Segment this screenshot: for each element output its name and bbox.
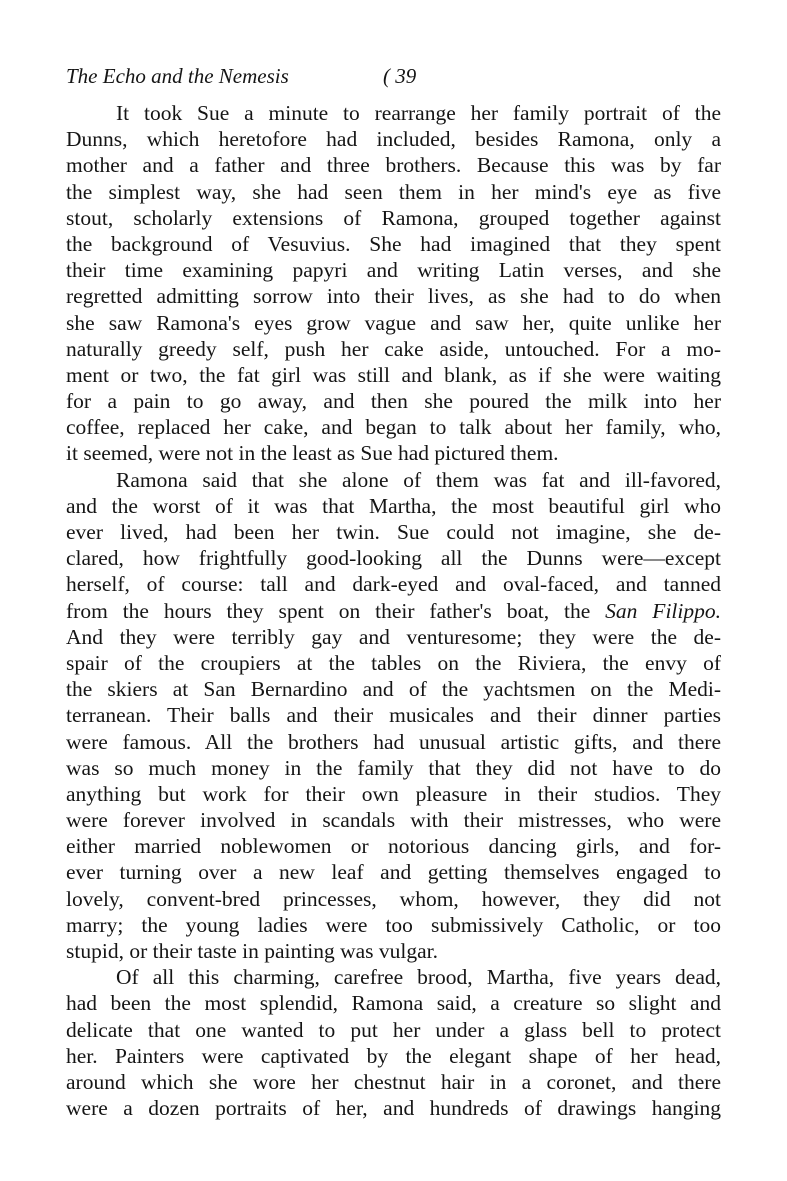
text-line: their time examining papyri and writing Latin verses, and she [66, 258, 721, 283]
text-line: spair of the croupiers at the tables on the Riviera, the envy of [66, 650, 721, 675]
text-line: Ramona said that she alone of them was fat and ill-favored, [116, 467, 721, 492]
text-line: had been the most splendid, Ramona said, a creature so slight and [66, 991, 721, 1016]
boat-name: San Filippo. [605, 598, 721, 623]
text-line: were a dozen portraits of her, and hundreds of drawings hanging [66, 1096, 721, 1121]
text-line: for a pain to go away, and then she poured the milk into her [66, 389, 721, 414]
text-line: either married noblewomen or notorious dancing girls, and for- [66, 834, 721, 859]
text-line: stout, scholarly extensions of Ramona, grouped together against [66, 205, 721, 230]
text-line: stupid, or their taste in painting was vulgar. [66, 939, 439, 963]
text-line: ever lived, had been her twin. Sue could not imagine, she de- [66, 520, 721, 544]
text-line: it seemed, were not in the least as Sue had pictured them. [66, 441, 559, 466]
text-line: And they were terribly gay and venturesome; they were the de- [66, 624, 721, 649]
text-line: were famous. All the brothers had unusual artistic gifts, and there [66, 729, 721, 754]
text-line: clared, how frightfully good-looking all the Dunns were—except [66, 546, 721, 571]
text-line: ment or two, the fat girl was still and blank, as if she were waiting [66, 362, 721, 387]
text-line: and the worst of it was that Martha, the most beautiful girl who [66, 493, 721, 518]
text-line: regretted admitting sorrow into their lives, as she had to do when [66, 284, 721, 309]
text-line: the background of Vesuvius. She had imagined that they spent [66, 231, 721, 256]
text-line: coffee, replaced her cake, and began to talk about her family, who, [66, 415, 721, 440]
text-line: anything but work for their own pleasure in their studios. They [66, 781, 721, 806]
text-line: delicate that one wanted to put her under a glass bell to protect [66, 1017, 721, 1042]
text-line: mother and a father and three brothers. Because this was by far [66, 153, 721, 178]
text-line: naturally greedy self, push her cake aside, untouched. For a mo- [66, 336, 721, 361]
text-line: was so much money in the family that they did not have to do [66, 755, 721, 780]
text-line: terranean. Their balls and their musicales and their dinner parties [66, 703, 721, 728]
running-head [66, 62, 721, 92]
text-line: around which she wore her chestnut hair in a coronet, and there [66, 1069, 721, 1094]
text-line-with-italic [66, 598, 721, 624]
text-line: she saw Ramona's eyes grow vague and saw her, quite unlike her [66, 310, 721, 335]
text-line: the simplest way, she had seen them in her mind's eye as five [66, 179, 721, 204]
text-line: marry; the young ladies were too submissively Catholic, or too [66, 912, 721, 937]
paragraph-2 [66, 467, 721, 965]
text-line: the skiers at San Bernardino and of the yachtsmen on the Medi- [66, 677, 721, 702]
chapter-title: The Echo and the Nemesis [66, 64, 289, 88]
text-line: herself, of course: tall and dark-eyed and oval-faced, and tanned [66, 572, 721, 597]
paragraph-1 [66, 100, 721, 467]
body-text [66, 100, 721, 1121]
text-line: Of all this charming, carefree brood, Martha, five years dead, [116, 965, 721, 990]
text-line: were forever involved in scandals with their mistresses, who were [66, 808, 721, 833]
page-number: ( 39 [383, 64, 417, 88]
text-line: lovely, convent-bred princesses, whom, however, they did not [66, 886, 721, 911]
text-line: ever turning over a new leaf and getting themselves engaged to [66, 860, 721, 885]
text-line: her. Painters were captivated by the elegant shape of her head, [66, 1043, 721, 1068]
paragraph-3 [66, 964, 721, 1121]
text-line: Dunns, which heretofore had included, besides Ramona, only a [66, 127, 721, 152]
text-line: It took Sue a minute to rearrange her family portrait of the [116, 101, 721, 125]
book-page [66, 62, 721, 1121]
text-segment: from the hours they spent on their father's boat, the [66, 598, 606, 623]
